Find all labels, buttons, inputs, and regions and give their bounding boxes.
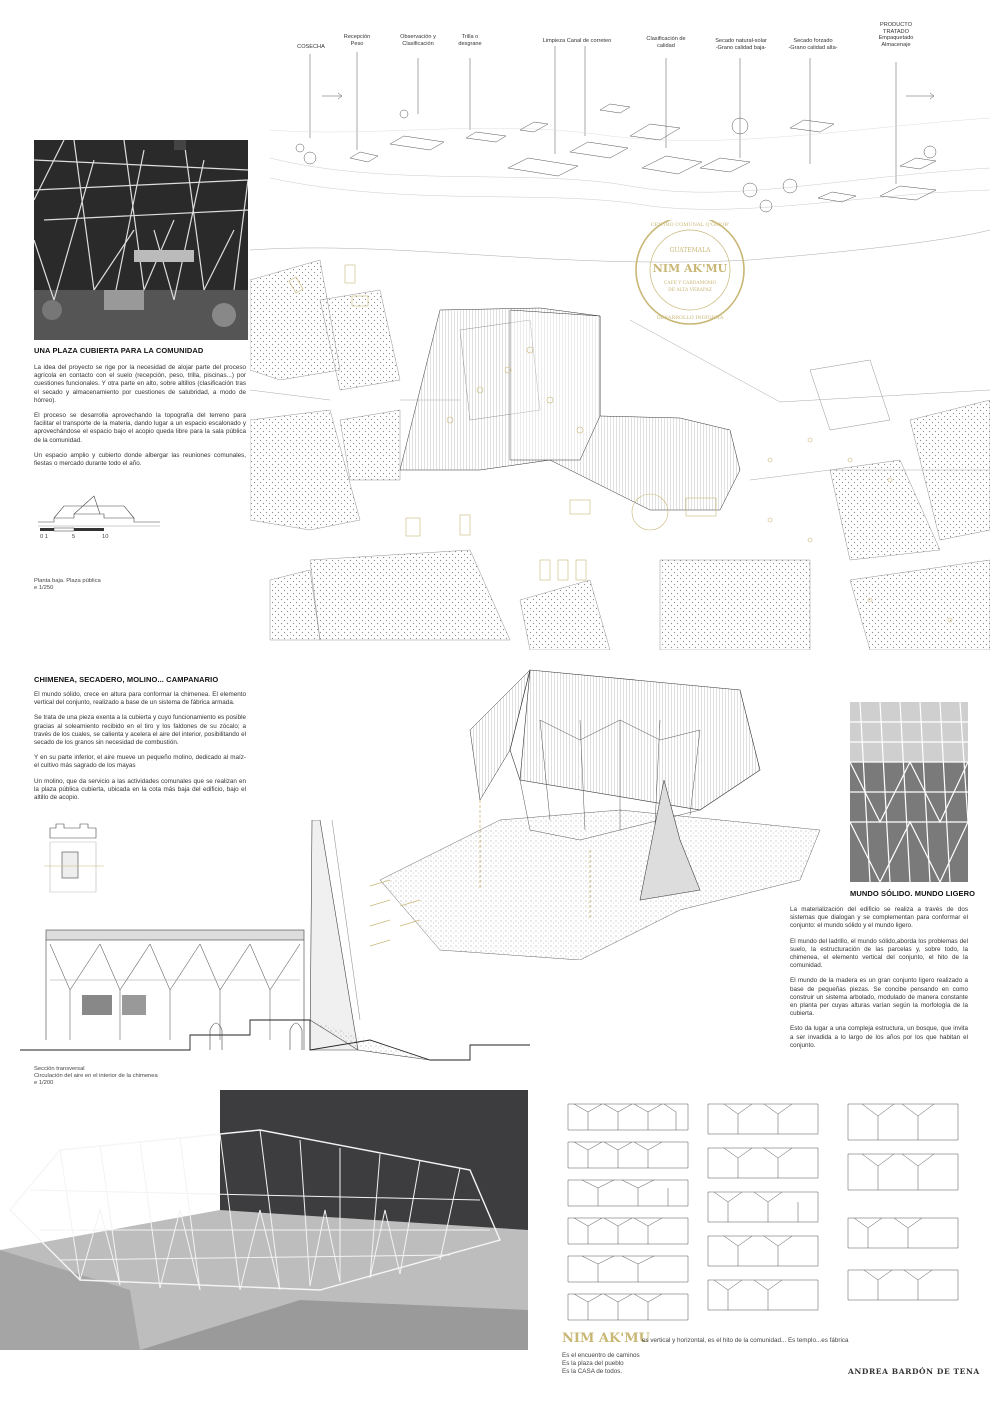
plan-caption-scale: e 1/250 (34, 585, 54, 591)
structure-render-3d (0, 1090, 528, 1350)
process-step-clasificacion: Clasificación de calidad (646, 36, 686, 49)
svg-text:NIM AK'MU: NIM AK'MU (652, 262, 728, 275)
scale-label-0: 0 1 (40, 534, 49, 540)
author-name: ANDREA BARDÓN DE TENA (848, 1367, 980, 1376)
process-sketch (270, 18, 990, 218)
process-step-secado-natural: Secado natural-solar -Grano calidad baja- (715, 38, 767, 51)
svg-text:GUATEMALA: GUATEMALA (669, 247, 711, 254)
structure-rendering-photo (34, 140, 248, 340)
process-step-observacion: Observación y Clasificación (400, 34, 436, 47)
elevation-sketch (34, 492, 164, 542)
section3-heading: MUNDO SÓLIDO. MUNDO LIGERO (850, 889, 976, 898)
scale-label-10: 10 (102, 534, 109, 540)
section1-text: La idea del proyecto se rige por la necesidad de alojar parte del proceso agrícola en contacto con el suelo (recepción, peso, trilla, piscinas...) por cuestiones funcionales. Y otra parte en alto, sobre altillos (clasificación tras el secado y almacenamiento por cuestiones de salubridad, a modo de hórreo). El proceso se desarrolla aprovechando la topografía del terreno para facilitar el transporte de la materia, dando lugar a un espacio escalonado y aprovechándose el espacio bajo el acopio queda libre para la sala pública de la comunidad. Un espacio amplio y cubierto donde albergar las reuniones comunales, fiestas o mercado durante todo el año. (34, 364, 246, 468)
structure-sections-grid (558, 1100, 968, 1330)
process-step-cosecha: COSECHA (297, 44, 325, 50)
footer-line-2: Es la plaza del pueblo (562, 1360, 624, 1367)
svg-text:CAFÉ Y CARDAMOMO: CAFÉ Y CARDAMOMO (663, 281, 717, 286)
section2-text: El mundo sólido, crece en altura para conformar la chimenea. El elemento vertical del conjunto, realizado a base de un sistema de fábrica armada. Se trata de una pieza exenta a la cubierta y cuyo funcionamiento es posible gracias al soleamiento recibido en el tiro y los faldones de su zócalo; a través de los cuales, se calienta y acelera el aire del interior, posibilitando el secado de los granos sin necesidad de combustión. Y en su parte inferior, el aire mueve un pequeño molino, dedicado al maíz- el cultivo más sagrado de los mayas Un molino, que da servicio a las actividades comunales que se realizan en la plaza pública cubierta, ubicada en la cota más baja del edificio, bajo el altillo de acopio. (34, 691, 246, 802)
process-step-recepcion: Recepción Peso (343, 34, 371, 47)
process-step-producto: PRODUCTO TRATADO Empaquetado Almacenaje (878, 22, 914, 48)
section-caption-subtitle: Circulación del aire en el interior de la chimenea (34, 1073, 158, 1079)
svg-text:CENTRO COMUNAL Q'OMOB': CENTRO COMUNAL Q'OMOB' (650, 222, 730, 228)
chimney-silhouette (174, 140, 186, 150)
nim-akmu-stamp (636, 220, 744, 324)
section-caption-title: Sección transversal (34, 1066, 85, 1072)
section1-heading: UNA PLAZA CUBIERTA PARA LA COMUNIDAD (34, 346, 204, 355)
section-caption-scale: e 1/200 (34, 1080, 54, 1086)
svg-text:DE ALTA VERAPAZ: DE ALTA VERAPAZ (668, 288, 712, 293)
footer-name: NIM AK'MU (562, 1331, 650, 1346)
plan-caption-title: Planta baja. Plaza pública (34, 578, 101, 584)
footer-tagline: es vertical y horizontal, es el hito de la comunidad... Es templo...es fábrica (642, 1337, 849, 1344)
section2-heading: CHIMENEA, SECADERO, MOLINO... CAMPANARIO (34, 675, 219, 684)
process-step-secado-forzado: Secado forzado -Grano calidad alta- (788, 38, 838, 51)
process-diagram (270, 18, 990, 218)
structure-detail-photo (850, 702, 968, 882)
process-step-limpieza: Limpieza Canal de correteo (542, 38, 612, 44)
footer-line-1: Es el encuentro de caminos (562, 1352, 640, 1359)
process-step-trilla: Trilla o desgrane (458, 34, 482, 47)
section3-text: La materialización del edificio se realiza a través de dos sistemas que dialogan y se complementan para conformar el conjunto: el mundo sólido y el mundo ligero. El mundo del ladrillo, el mundo sólido,aborda los problemas del suelo, la estructuración de las parcelas y, sobre todo, la chimenea, el elemento vertical del conjunto, el hito de la comunidad. El mundo de la madera es un gran conjunto ligero realizado a base de pequeñas piezas. Se concibe pensando en como construir un sistema arbolado, modulado de manera constante en planta per cuyas alturas varían según la morfología de la cubierta. Esto da lugar a una compleja estructura, un bosque, que invita a ser invadida a lo largo de los años por los que habitan el conjunto. (790, 906, 968, 1049)
site-plan (250, 220, 990, 650)
scale-label-5: 5 (72, 534, 76, 540)
cross-section (10, 820, 550, 1065)
footer-line-3: Es la CASA de todos. (562, 1368, 623, 1375)
svg-text:DESARROLLO INDÍGENA: DESARROLLO INDÍGENA (656, 315, 724, 321)
scale-bar (40, 526, 120, 534)
